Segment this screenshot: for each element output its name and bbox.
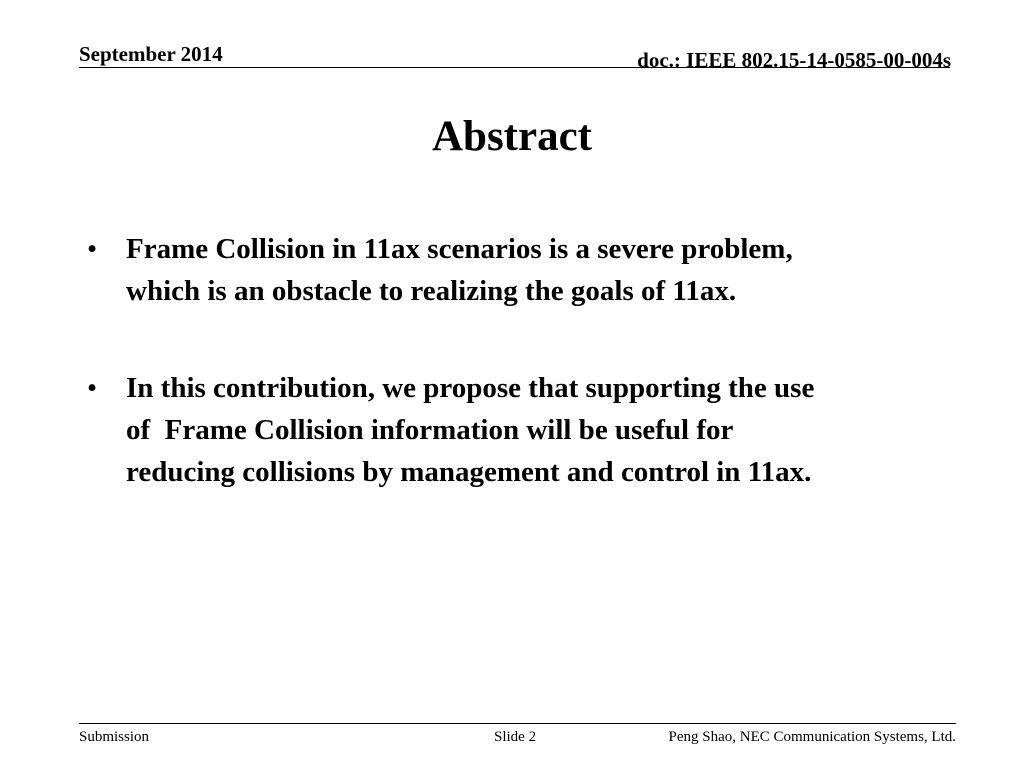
bullet-marker: • — [87, 372, 98, 404]
bullet-item — [79, 367, 959, 493]
bullet-text-line: which is an obstacle to realizing the goals of 11ax. — [126, 275, 737, 307]
footer-submission: Submission — [79, 729, 150, 745]
slide-title: Abstract — [431, 113, 592, 160]
header-date: September 2014 — [79, 42, 223, 66]
footer-author: Peng Shao, NEC Communication Systems, Ltd. — [668, 729, 956, 745]
bullet-text-line: of Frame Collision information will be useful for — [126, 414, 734, 446]
bullet-text-line: In this contribution, we propose that supporting the use — [126, 372, 815, 404]
bullet-item — [79, 228, 959, 312]
header-divider — [79, 67, 950, 68]
bullet-text-line: reducing collisions by management and control in 11ax. — [126, 456, 812, 488]
footer-divider — [79, 723, 956, 724]
bullet-text-line: Frame Collision in 11ax scenarios is a severe problem, — [126, 233, 793, 265]
bullet-marker: • — [87, 233, 98, 265]
footer-slide-number: Slide 2 — [494, 729, 537, 745]
bullet-list — [79, 228, 959, 548]
header-document-id: doc.: IEEE 802.15-14-0585-00-004s — [637, 48, 951, 72]
